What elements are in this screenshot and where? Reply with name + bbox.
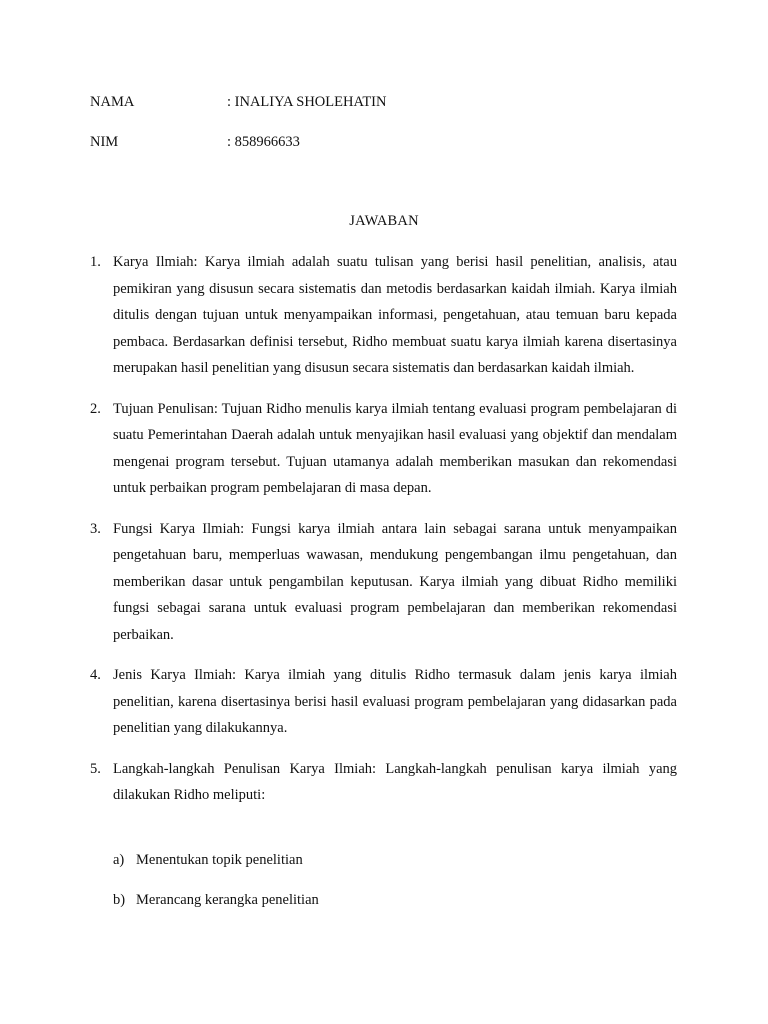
answer-item-5 <box>90 756 677 809</box>
answer-text: Langkah-langkah Penulisan Karya Ilmiah: Langkah-langkah penulisan karya ilmiah yang dilakukan Ridho meliputi: <box>113 760 677 803</box>
sub-item-letter: b) <box>113 892 126 908</box>
answer-item-4 <box>90 662 677 742</box>
answer-number: 5. <box>90 760 101 777</box>
answer-number: 2. <box>90 400 101 417</box>
nim-value: : 858966633 <box>227 134 300 150</box>
answer-item-3 <box>90 516 677 649</box>
nim-row <box>90 131 690 153</box>
answer-number: 4. <box>90 667 101 683</box>
name-row <box>90 91 690 113</box>
sub-item-text: Menentukan topik penelitian <box>136 852 303 868</box>
answer-number: 1. <box>90 254 101 270</box>
answer-item-1 <box>90 249 677 382</box>
answer-text: Jenis Karya Ilmiah: Karya ilmiah yang ditulis Ridho termasuk dalam jenis karya ilmiah penelitian, karena disertasinya berisi hasil evaluasi program pembelajaran yang didasarkan pada penelitian yang dilakukannya. <box>113 667 677 736</box>
sub-item-a <box>113 849 303 871</box>
answer-text: Fungsi Karya Ilmiah: Fungsi karya ilmiah antara lain sebagai sarana untuk menyampaikan pengetahuan baru, memperluas wawasan, mendukung pengembangan ilmu pengetahuan, dan memberikan dasar untuk pengambilan keputusan. Karya ilmiah yang dibuat Ridho memiliki fungsi sebagai sarana untuk evaluasi program pembelajaran dan memberikan rekomendasi perbaikan. <box>113 520 677 643</box>
answer-text: Tujuan Penulisan: Tujuan Ridho menulis karya ilmiah tentang evaluasi program pembelajaran di suatu Pemerintahan Daerah adalah untuk menyajikan hasil evaluasi yang objektif dan mendalam mengenai program tersebut. Tujuan utamanya adalah memberikan masukan dan rekomendasi untuk perbaikan program pembelajaran di masa depan. <box>113 400 677 496</box>
name-label: NAMA <box>90 94 135 110</box>
answer-number: 3. <box>90 520 101 537</box>
answer-text: Karya Ilmiah: Karya ilmiah adalah suatu tulisan yang berisi hasil penelitian, analisis, atau pemikiran yang disusun secara sistematis dan metodis berdasarkan kaidah ilmiah. Karya ilmiah ditulis dengan tujuan untuk menyampaikan informasi, pengetahuan, atau temuan baru kepada pembaca. Berdasarkan definisi tersebut, Ridho membuat suatu karya ilmiah karena disertasinya merupakan hasil penelitian yang disusun secara sistematis dan berdasarkan kaidah ilmiah. <box>113 254 677 376</box>
sub-item-text: Merancang kerangka penelitian <box>136 892 319 908</box>
name-value: : INALIYA SHOLEHATIN <box>227 94 387 110</box>
answer-item-2 <box>90 396 677 502</box>
sub-item-b <box>113 889 319 911</box>
sub-item-letter: a) <box>113 852 125 868</box>
answer-list <box>90 249 677 823</box>
section-heading: JAWABAN <box>349 213 419 229</box>
nim-label: NIM <box>90 134 119 150</box>
